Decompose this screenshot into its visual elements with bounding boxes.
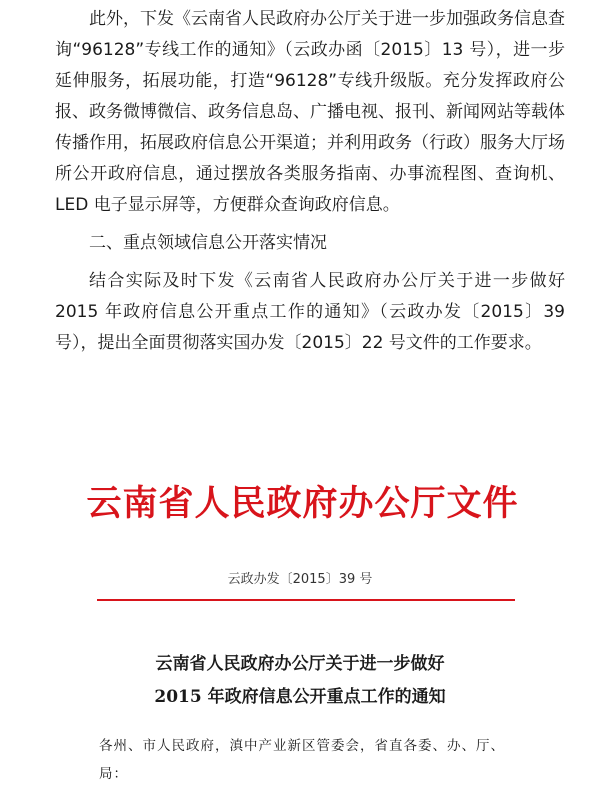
section-heading: 二、重点领域信息公开落实情况 bbox=[89, 233, 327, 253]
addressee-line-2: 局： bbox=[99, 766, 128, 782]
paragraph-key-areas: 结合实际及时下发《云南省人民政府办公厅关于进一步做好 2015 年政府信息公开重点工作的通知》（云政办发〔2015〕39 号），提出全面贯彻落实国办发〔2015〕22 号文件的工作要求。 bbox=[55, 271, 565, 353]
red-header-title: 云南省人民政府办公厅文件 bbox=[86, 483, 519, 524]
notice-title bbox=[0, 648, 600, 714]
paragraph-outreach: 此外，下发《云南省人民政府办公厅关于进一步加强政务信息查询“96128”专线工作的通知》（云政办函〔2015〕13 号），进一步延伸服务，拓展功能，打造“96128”专线升级版。充分发挥政府公报、政务微博微信、政务信息岛、广播电视、报刊、新闻网站等载体传播作用，拓展政府信息公开渠道；并利用政务（行政）服务大厅场所公开政府信息，通过摆放各类服务指南、办事流程图、查询机、LED 电子显示屏等，方便群众查询政府信息。 bbox=[55, 9, 565, 215]
addressee bbox=[99, 732, 529, 788]
red-divider-line bbox=[97, 599, 515, 601]
notice-title-line-1: 云南省人民政府办公厅关于进一步做好 bbox=[155, 654, 445, 674]
report-body bbox=[55, 4, 565, 366]
notice-title-line-2: 2015 年政府信息公开重点工作的通知 bbox=[154, 687, 446, 707]
document-number: 云政办发〔2015〕39 号 bbox=[227, 572, 373, 587]
addressee-line-1: 各州、市人民政府，滇中产业新区管委会，省直各委、办、厅、 bbox=[99, 738, 505, 754]
